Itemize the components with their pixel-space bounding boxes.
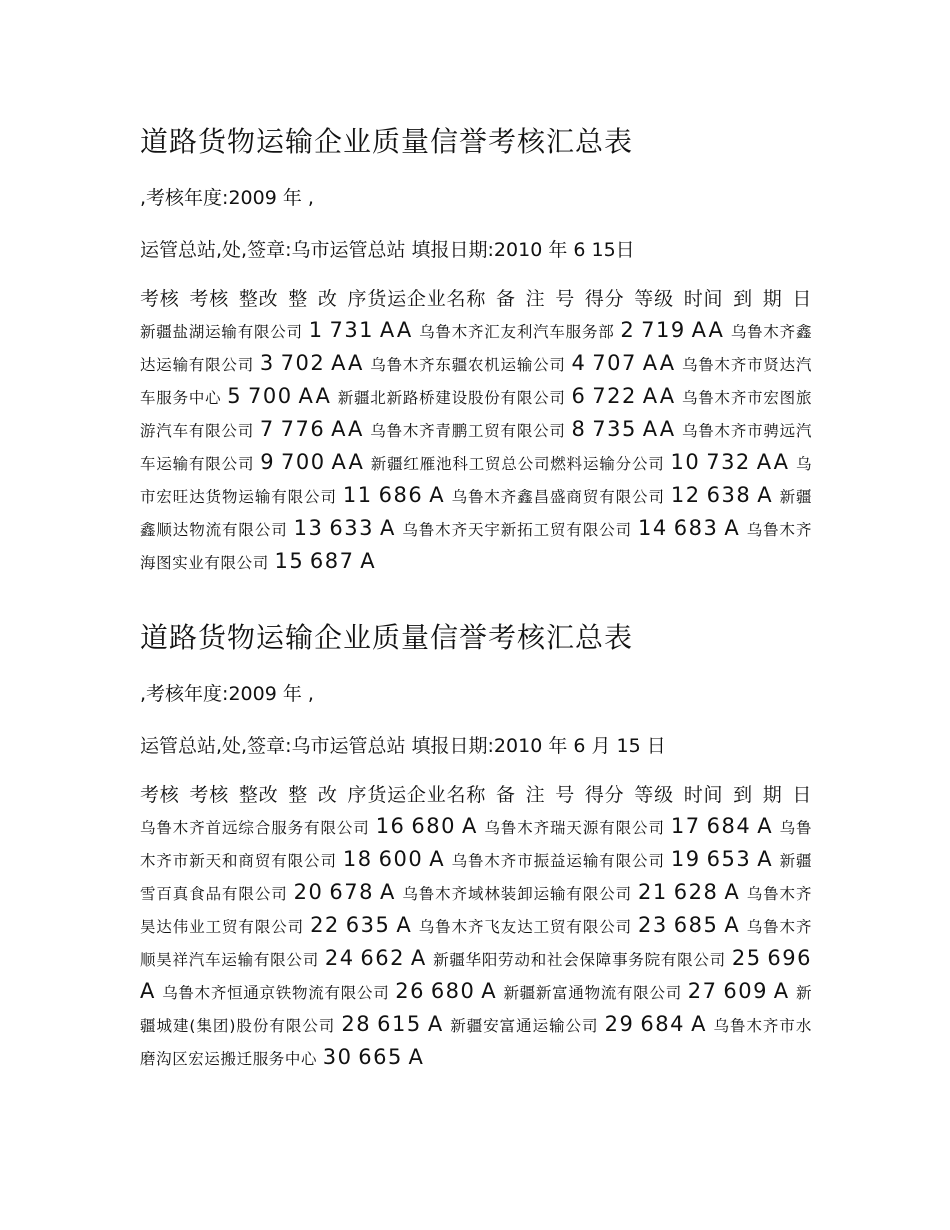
record-grade: A — [757, 814, 774, 838]
record-score: 609 — [723, 979, 768, 1003]
record-grade: A — [396, 913, 413, 937]
station-signature-line: 运管总站,处,签章:乌市运管总站 填报日期:2010 年 6 15日 — [140, 239, 635, 261]
record-grade: A — [427, 1012, 445, 1036]
company-name: 新疆雪百真食品有限公司 — [140, 852, 813, 903]
record-grade: A — [379, 516, 397, 540]
record-score: 638 — [706, 483, 752, 507]
record-grade: AA — [691, 318, 725, 342]
record-score: 662 — [360, 946, 406, 970]
record-score: 600 — [378, 847, 424, 871]
record-grade: A — [429, 847, 446, 871]
record-grade: A — [429, 483, 446, 507]
company-name: 乌鲁木齐市振益运输有限公司 — [451, 852, 665, 870]
company-name: 乌鲁木齐鑫达运输有限公司 — [140, 323, 813, 374]
record-grade: AA — [756, 450, 791, 474]
record-grade: AA — [379, 318, 414, 342]
record-row — [332, 384, 677, 408]
record-number: 4 — [571, 351, 587, 375]
record-number: 1 — [308, 318, 324, 342]
record-score: 635 — [345, 913, 391, 937]
record-grade: A — [724, 880, 741, 904]
column-headers: 考核 考核 整改 整 改 序货运企业名称 备 注 号 得分 等级 时间 到 期 日 — [140, 784, 812, 806]
company-records — [140, 814, 813, 1069]
record-row — [365, 450, 791, 474]
document-title: 道路货物运输企业质量信誉考核汇总表 — [140, 621, 634, 654]
record-number: 12 — [670, 483, 701, 507]
record-grade: A — [410, 946, 428, 970]
company-name: 新疆安富通运输公司 — [450, 1017, 599, 1035]
record-grade: A — [773, 979, 791, 1003]
company-name: 乌鲁木齐飞友达工贸有限公司 — [418, 918, 633, 936]
company-name: 乌鲁木齐天宇新拓工贸有限公司 — [402, 521, 633, 539]
record-number: 22 — [310, 913, 340, 937]
company-name: 乌鲁木齐市宏图旅游汽车有限公司 — [140, 389, 813, 440]
record-grade: A — [757, 847, 774, 871]
record-number: 5 — [227, 384, 243, 408]
record-score: 686 — [378, 483, 424, 507]
company-name: 乌鲁木齐市新天和商贸有限公司 — [140, 819, 813, 870]
record-score: 735 — [592, 417, 637, 441]
record-score: 678 — [329, 880, 374, 904]
record-grade: A — [724, 516, 741, 540]
record-grade: AA — [331, 450, 365, 474]
record-grade: AA — [642, 417, 677, 441]
record-row — [446, 483, 774, 507]
company-name: 乌鲁木齐东疆农机运输公司 — [370, 356, 566, 374]
record-score: 719 — [641, 318, 686, 342]
record-number: 29 — [604, 1012, 635, 1036]
record-score: 615 — [377, 1012, 422, 1036]
record-number: 15 — [274, 549, 305, 573]
company-name: 乌鲁木齐市骋远汽车运输有限公司 — [140, 422, 813, 473]
company-name: 乌鲁木齐市水磨沟区宏运搬迁服务中心 — [140, 1017, 812, 1068]
company-name: 乌鲁木齐鑫昌盛商贸有限公司 — [451, 488, 665, 506]
summary-section-1 — [140, 122, 813, 573]
record-number: 27 — [687, 979, 718, 1003]
record-score: 700 — [248, 384, 293, 408]
record-score: 696 — [767, 946, 813, 970]
station-signature-line: 运管总站,处,签章:乌市运管总站 填报日期:2010 年 6 月 15 日 — [140, 735, 666, 757]
record-score: 731 — [329, 318, 375, 342]
record-score: 680 — [430, 979, 476, 1003]
record-score: 776 — [280, 417, 326, 441]
record-score: 628 — [673, 880, 719, 904]
record-number: 23 — [638, 913, 668, 937]
record-grade: A — [757, 483, 774, 507]
record-grade: A — [408, 1045, 425, 1069]
company-name: 乌鲁木齐海图实业有限公司 — [140, 521, 813, 572]
record-score: 684 — [640, 1012, 685, 1036]
record-number: 6 — [571, 384, 587, 408]
record-number: 14 — [638, 516, 668, 540]
company-name: 新疆新富通物流有限公司 — [503, 984, 682, 1002]
record-number: 8 — [571, 417, 587, 441]
record-row — [364, 351, 677, 375]
company-name: 乌鲁木齐域林装卸运输有限公司 — [402, 885, 633, 903]
record-grade: A — [140, 979, 157, 1003]
summary-section-2 — [140, 618, 813, 1069]
record-row — [140, 318, 414, 342]
record-text-block — [140, 284, 812, 579]
record-grade: A — [462, 814, 479, 838]
record-row — [413, 318, 725, 342]
record-number: 16 — [375, 814, 406, 838]
company-name: 乌鲁木齐瑞天源有限公司 — [484, 819, 665, 837]
company-name: 乌鲁木齐恒通京铁物流有限公司 — [162, 984, 390, 1002]
company-name: 乌鲁木齐顺昊祥汽车运输有限公司 — [140, 918, 813, 969]
record-row — [156, 979, 498, 1003]
record-grade: AA — [331, 351, 365, 375]
record-score: 683 — [673, 516, 719, 540]
record-number: 13 — [293, 516, 324, 540]
company-records — [140, 318, 813, 573]
record-grade: AA — [331, 417, 365, 441]
record-row — [364, 417, 677, 441]
record-number: 20 — [293, 880, 324, 904]
company-name: 乌市宏旺达货物运输有限公司 — [140, 455, 813, 506]
company-name: 乌鲁木齐昊达伟业工贸有限公司 — [140, 885, 813, 936]
record-number: 26 — [395, 979, 425, 1003]
record-row — [446, 847, 774, 871]
company-name: 新疆北新路桥建设股份有限公司 — [337, 389, 566, 407]
company-name: 新疆华阳劳动和社会保障事务院有限公司 — [433, 951, 726, 969]
record-score: 722 — [592, 384, 637, 408]
company-name: 乌鲁木齐青鹏工贸有限公司 — [370, 422, 566, 440]
record-row — [140, 814, 479, 838]
record-grade: AA — [298, 384, 332, 408]
record-number: 2 — [620, 318, 636, 342]
record-score: 685 — [673, 913, 719, 937]
record-grade: AA — [642, 384, 677, 408]
assessment-year-line: ,考核年度:2009 年 , — [140, 187, 314, 209]
record-score: 707 — [592, 351, 637, 375]
record-row — [413, 913, 741, 937]
record-score: 633 — [329, 516, 374, 540]
record-number: 11 — [342, 483, 373, 507]
record-score: 684 — [706, 814, 752, 838]
company-name: 乌鲁木齐汇友利汽车服务部 — [419, 323, 615, 341]
document-title: 道路货物运输企业质量信誉考核汇总表 — [140, 125, 634, 158]
record-row — [498, 979, 791, 1003]
record-number: 9 — [260, 450, 276, 474]
company-name: 乌鲁木齐市贤达汽车服务中心 — [140, 356, 813, 407]
record-number: 21 — [638, 880, 668, 904]
record-row — [478, 814, 774, 838]
record-number: 10 — [670, 450, 701, 474]
record-number: 3 — [259, 351, 275, 375]
record-row — [396, 880, 741, 904]
record-row — [396, 516, 741, 540]
record-grade: AA — [642, 351, 677, 375]
record-grade: A — [691, 1012, 708, 1036]
record-number: 17 — [670, 814, 701, 838]
record-number: 24 — [324, 946, 355, 970]
record-number: 30 — [322, 1045, 353, 1069]
company-name: 新疆红雁池科工贸总公司燃料运输分公司 — [370, 455, 665, 473]
company-name: 新疆鑫顺达物流有限公司 — [140, 488, 813, 539]
record-grade: A — [724, 913, 741, 937]
assessment-year-line: ,考核年度:2009 年 , — [140, 683, 314, 705]
record-grade: A — [481, 979, 498, 1003]
record-grade: A — [379, 880, 397, 904]
record-number: 25 — [731, 946, 762, 970]
record-text-block — [140, 780, 812, 1075]
record-score: 702 — [280, 351, 326, 375]
company-name: 乌鲁木齐首远综合服务有限公司 — [140, 819, 370, 837]
record-score: 687 — [309, 549, 355, 573]
record-number: 7 — [259, 417, 275, 441]
record-number: 19 — [670, 847, 701, 871]
record-score: 732 — [706, 450, 751, 474]
record-score: 665 — [358, 1045, 403, 1069]
record-number: 28 — [341, 1012, 372, 1036]
record-score: 653 — [706, 847, 752, 871]
record-number: 18 — [342, 847, 373, 871]
company-name: 新疆盐湖运输有限公司 — [140, 323, 303, 341]
company-name: 新疆城建(集团)股份有限公司 — [140, 984, 813, 1035]
column-headers: 考核 考核 整改 整 改 序货运企业名称 备 注 号 得分 等级 时间 到 期 日 — [140, 288, 812, 310]
record-score: 700 — [281, 450, 326, 474]
record-grade: A — [360, 549, 377, 573]
record-row — [444, 1012, 708, 1036]
record-score: 680 — [411, 814, 457, 838]
